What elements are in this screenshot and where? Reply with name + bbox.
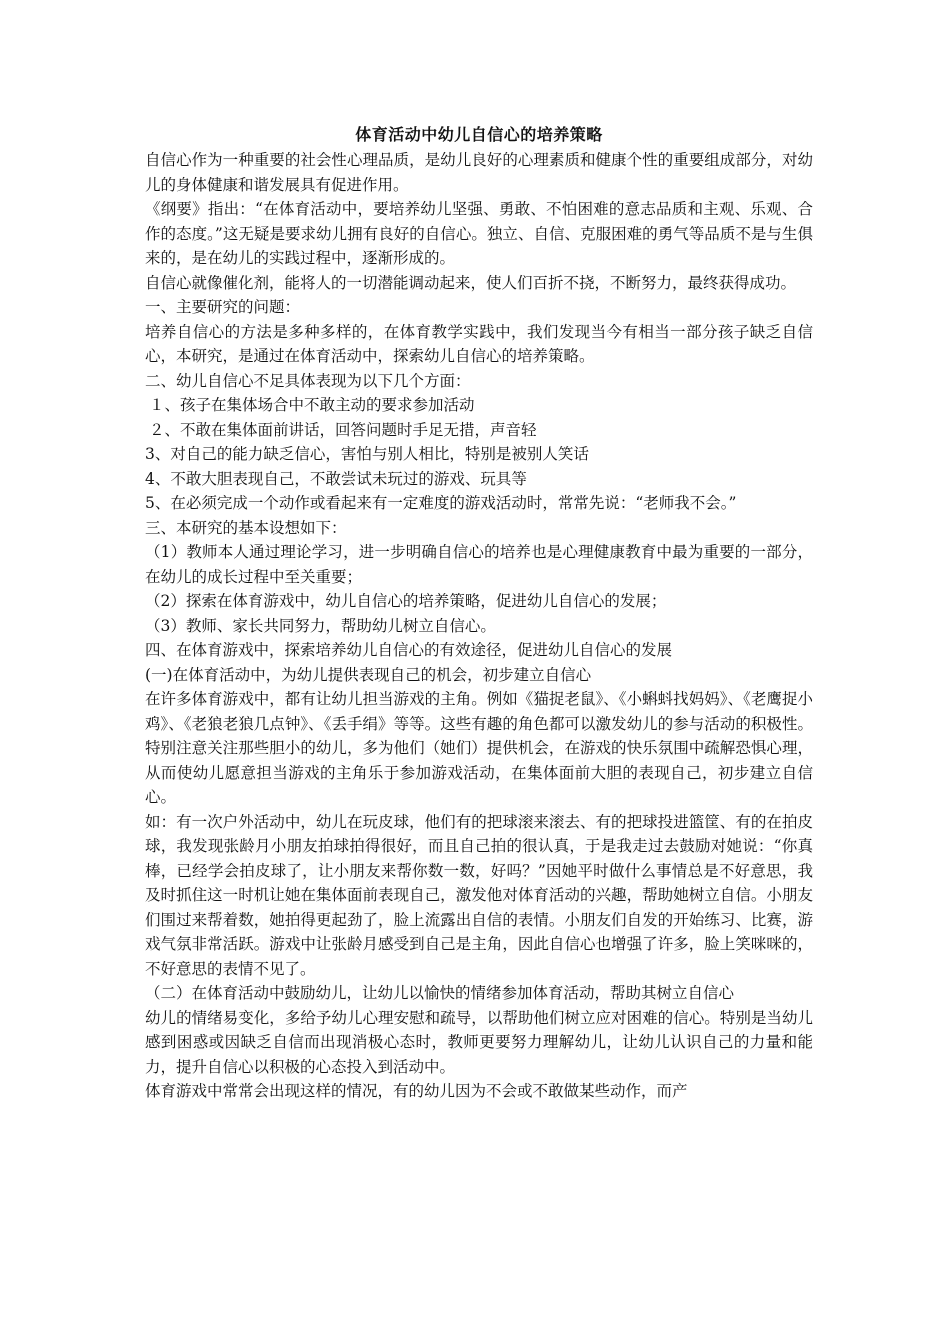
list-item-4: 4、不敢大胆表现自己，不敢尝试未玩过的游戏、玩具等	[145, 469, 527, 488]
assumption-1: （1）教师本人通过理论学习，进一步明确自信心的培养也是心理健康教育中最为重要的一部分，在幼儿的成长过程中至关重要；	[145, 543, 813, 586]
assumption-2: （2）探索在体育游戏中，幼儿自信心的培养策略，促进幼儿自信心的发展；	[145, 592, 667, 610]
list-item-2: ２、不敢在集体面前讲话，回答问题时手足无措，声音轻	[149, 420, 537, 439]
paragraph-continued: 体育游戏中常常会出现这样的情况，有的幼儿因为不会或不敢做某些动作，而产	[145, 1082, 688, 1100]
list-item-5: 5、在必须完成一个动作或看起来有一定难度的游戏活动时，常常先说：“老师我不会。”	[145, 494, 737, 512]
section-heading-4: 四、在体育游戏中，探索培养幼儿自信心的有效途径，促进幼儿自信心的发展	[145, 641, 673, 659]
document-title: 体育活动中幼儿自信心的培养策略	[355, 125, 603, 144]
paragraph-research-problem: 培养自信心的方法是多种多样的，在体育教学实践中，我们发现当今有相当一部分孩子缺乏自信心，本研究，是通过在体育活动中，探索幼儿自信心的培养策略。	[145, 322, 813, 365]
paragraph-emotions: 幼儿的情绪易变化，多给予幼儿心理安慰和疏导，以帮助他们树立应对困难的信心。特别是当幼儿感到困惑或因缺乏自信而出现消极心态时，教师更要努力理解幼儿，让幼儿认识自己的力量和能力，提升自信心以积极的心态投入到活动中。	[145, 1008, 813, 1076]
assumption-3: （3）教师、家长共同努力，帮助幼儿树立自信心。	[145, 616, 496, 635]
list-item-1: １、孩子在集体场合中不敢主动的要求参加活动	[149, 396, 475, 414]
paragraph-games: 在许多体育游戏中，都有让幼儿担当游戏的主角。例如《猫捉老鼠》、《小蝌蚪找妈妈》、《老鹰捉小鸡》、《老狼老狼几点钟》、《丢手绢》等等。这些有趣的角色都可以激发幼儿的参与活动的积极性。特别注意关注那些胆小的幼儿，多为他们（她们）提供机会，在游戏的快乐氛围中疏解恐惧心理，从而使幼儿愿意担当游戏的主角乐于参加游戏活动，在集体面前大胆的表现自己，初步建立自信心。	[145, 690, 813, 806]
paragraph-intro: 自信心作为一种重要的社会性心理品质，是幼儿良好的心理素质和健康个性的重要组成部分，对幼儿的身体健康和谐发展具有促进作用。	[145, 151, 813, 194]
section-heading-1: 一、主要研究的问题：	[145, 298, 301, 316]
section-heading-2: 二、幼儿自信心不足具体表现为以下几个方面：	[145, 371, 471, 390]
section-heading-3: 三、本研究的基本设想如下：	[145, 518, 347, 537]
paragraph-example: 如：有一次户外活动中，幼儿在玩皮球，他们有的把球滚来滚去、有的把球投进篮筐、有的在拍皮球，我发现张龄月小朋友拍球拍得很好，而且自己拍的很认真，于是我走过去鼓励对她说：“你真棒，已经学会拍皮球了，让小朋友来帮你数一数，好吗？”因她平时做什么事情总是不好意思，我及时抓住这一时机让她在集体面前表现自己，激发他对体育活动的兴趣，帮助她树立自信。小朋友们围过来帮着数，她拍得更起劲了，脸上流露出自信的表情。小朋友们自发的开始练习、比赛，游戏气氛非常活跃。游戏中让张龄月感受到自己是主角，因此自信心也增强了许多，脸上笑咪咪的，不好意思的表情不见了。	[145, 812, 813, 978]
paragraph-outline-quote: 《纲要》指出：“在体育活动中，要培养幼儿坚强、勇敢、不怕困难的意志品质和主观、乐观、合作的态度。”这无疑是要求幼儿拥有良好的自信心。独立、自信、克服困难的勇气等品质不是与生俱来的，是在幼儿的实践过程中，逐渐形成的。	[145, 200, 813, 267]
paragraph-catalyst: 自信心就像催化剂，能将人的一切潜能调动起来，使人们百折不挠，不断努力，最终获得成功。	[145, 273, 797, 292]
subsection-heading-1: (一)在体育活动中，为幼儿提供表现自己的机会，初步建立自信心	[145, 665, 592, 684]
document-page	[145, 124, 813, 1104]
list-item-3: 3、对自己的能力缺乏信心，害怕与别人相比，特别是被别人笑话	[145, 445, 589, 463]
subsection-heading-2: （二）在体育活动中鼓励幼儿，让幼儿以愉快的情绪参加体育活动，帮助其树立自信心	[145, 984, 735, 1002]
